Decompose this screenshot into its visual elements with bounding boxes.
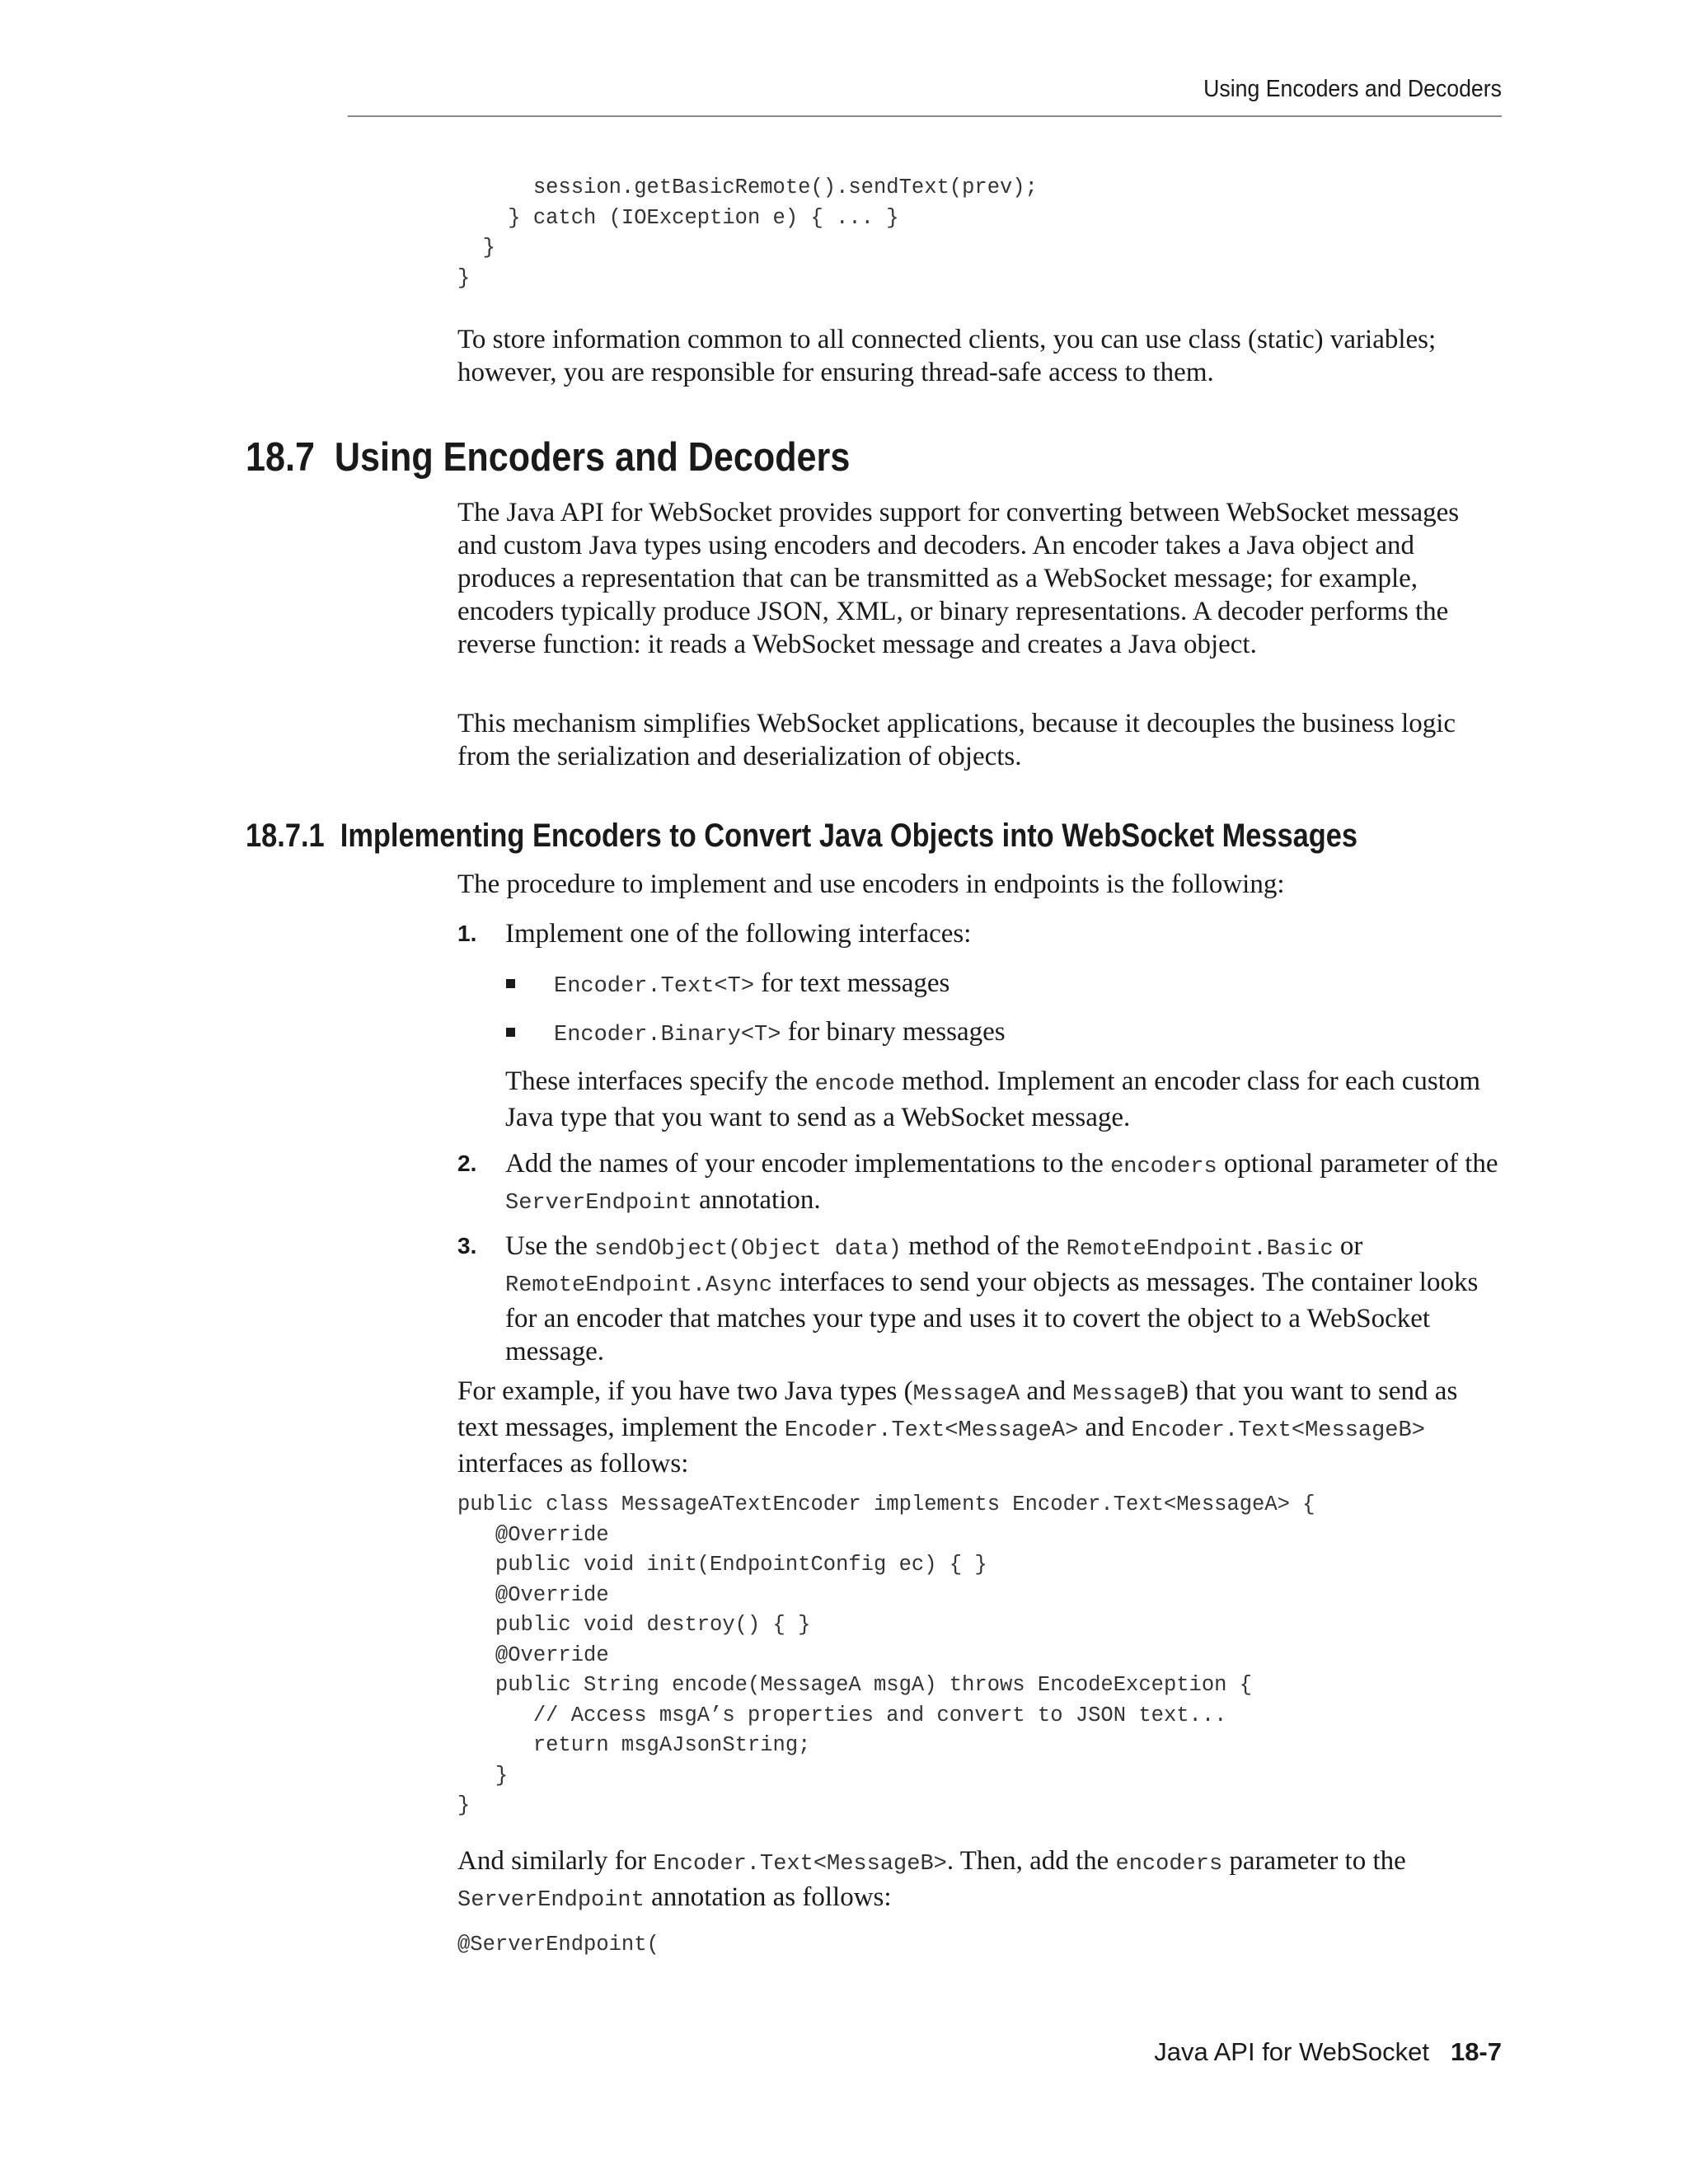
bullet-square-icon [506, 1028, 515, 1037]
running-header [348, 73, 1502, 117]
section-number: 18.7 [246, 435, 315, 480]
code-block-annotation: @ServerEndpoint( [457, 1933, 659, 1957]
step-1 [457, 917, 1503, 950]
inline-code: encoders [1115, 1852, 1223, 1877]
paragraph-example: For example, if you have two Java types (MessageA and MessageB) that you want to send as text messages, implement the Encoder.Text<MessageA> and Encoder.Text<MessageB> interfaces as follows: [457, 1376, 1458, 1479]
step-number: 1. [457, 921, 477, 946]
step-number: 3. [457, 1233, 477, 1258]
subsection-number: 18.7.1 [246, 818, 325, 854]
bullet-square-icon [506, 979, 515, 988]
inline-code: Encoder.Binary<T> [554, 1023, 781, 1047]
paragraph-intro: The Java API for WebSocket provides support for converting between WebSocket messages and custom Java types using encoders and decoders. An encoder takes a Java object and produces a representation that can be transmitted as a WebSocket message; for example, encoders typically produce JSON, XML, or binary representations. A decoder performs the reverse function: it reads a WebSocket message and creates a Java object. [457, 498, 1460, 659]
subsection-heading [246, 818, 1357, 855]
step-number: 2. [457, 1151, 477, 1176]
paragraph-static-variables: To store information common to all connected clients, you can use class (static) variables; however, you are responsible for ensuring thread-safe access to them. [457, 325, 1437, 387]
bullet-item-binary-encoder [506, 1015, 1495, 1052]
inline-code: Encoder.Text<MessageB> [1131, 1418, 1425, 1443]
step-text: Use the sendObject(Object data) method of the RemoteEndpoint.Basic or RemoteEndpoint.Async interfaces to send your objects as messages. The container looks for an encoder that matches your type and uses it to covert the object to a WebSocket message. [505, 1231, 1479, 1366]
inline-code: sendObject(Object data) [594, 1237, 902, 1262]
bullet-item-text-encoder [506, 967, 1495, 1003]
step-note-text: These interfaces specify the encode method. Implement an encoder class for each custom Java type that you want to send as a WebSocket message. [505, 1066, 1481, 1132]
inline-code: Encoder.Text<MessageB> [653, 1852, 947, 1877]
inline-code: encoders [1110, 1155, 1217, 1179]
paragraph-procedure: The procedure to implement and use encoders in endpoints is the following: [457, 869, 1285, 899]
step-2 [457, 1147, 1503, 1220]
section-heading [246, 434, 850, 480]
running-header-title: Using Encoders and Decoders [1203, 76, 1502, 102]
page-footer [1154, 2037, 1502, 2067]
step-text: Implement one of the following interfaces: [505, 919, 972, 949]
inline-code: Encoder.Text<MessageA> [784, 1418, 1079, 1443]
page-number: 18-7 [1450, 2037, 1502, 2066]
inline-code: RemoteEndpoint.Async [505, 1273, 773, 1298]
step-1-note [457, 1065, 1503, 1134]
code-block-top: session.getBasicRemote().sendText(prev); } catch (IOException e) { ... } } } [457, 176, 1038, 290]
footer-book-title: Java API for WebSocket [1154, 2037, 1429, 2066]
paragraph-mechanism: This mechanism simplifies WebSocket applications, because it decouples the business logic from the serialization and deserialization of objects. [457, 709, 1456, 771]
inline-code: MessageA [912, 1382, 1020, 1407]
inline-code: RemoteEndpoint.Basic [1066, 1237, 1334, 1262]
step-text: Add the names of your encoder implementations to the encoders optional parameter of the ServerEndpoint annotation. [505, 1149, 1498, 1216]
inline-code: MessageB [1072, 1382, 1180, 1407]
inline-code: encode [814, 1072, 895, 1097]
bullet-text: Encoder.Binary<T> for binary messages [554, 1017, 1006, 1047]
code-block-encoder: public class MessageATextEncoder implements Encoder.Text<MessageA> { @Override public void init(EndpointConfig ec) { } @Override public void destroy() { } @Override public String encode(MessageA msgA) throws EncodeException { // Access msgA’s properties and convert to JSON text... return msgAJsonString; } } [457, 1493, 1315, 1817]
inline-code: Encoder.Text<T> [554, 974, 755, 999]
section-title: Using Encoders and Decoders [334, 435, 851, 480]
bullet-text: Encoder.Text<T> for text messages [554, 968, 950, 999]
inline-code: ServerEndpoint [457, 1888, 645, 1913]
subsection-title: Implementing Encoders to Convert Java Objects into WebSocket Messages [340, 818, 1358, 854]
inline-code: ServerEndpoint [505, 1191, 692, 1216]
step-3 [457, 1230, 1503, 1368]
paragraph-similarly: And similarly for Encoder.Text<MessageB>. Then, add the encoders parameter to the ServerEndpoint annotation as follows: [457, 1846, 1406, 1913]
